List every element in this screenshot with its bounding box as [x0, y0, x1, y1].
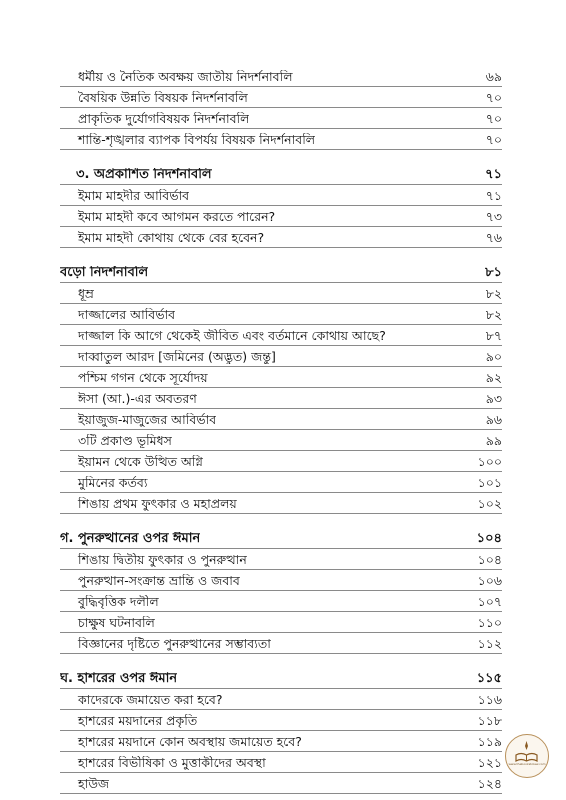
- toc-row: [60, 664, 502, 689]
- toc-title: হাশরের ময়দানের প্রকৃতি: [78, 714, 198, 728]
- toc-page-number: ৮২: [485, 307, 502, 322]
- toc-title: ইয়াজুজ-মাজুজের আবির্ভাব: [78, 413, 217, 427]
- toc-row: [60, 731, 502, 752]
- toc-title: ইমাম মাহদী কবে আগমন করতে পারেন?: [78, 210, 276, 224]
- toc-page-number: ৭০: [485, 90, 502, 105]
- toc-page-number: ৯৬: [485, 412, 502, 427]
- toc-page-number: ১২১: [477, 755, 502, 770]
- toc-row: [60, 258, 502, 283]
- toc-page-number: ৭৬: [485, 230, 502, 245]
- toc-title: ধর্মীয় ও নৈতিক অবক্ষয় জাতীয় নিদর্শনাবলি: [78, 70, 293, 84]
- toc-row: [60, 227, 502, 248]
- toc-title: ইমাম মাহদীর আবির্ভাব: [78, 189, 190, 203]
- toc-row: [60, 129, 502, 150]
- toc-title: হাশরের ময়দানে কোন অবস্থায় জমায়েত হবে?: [78, 735, 302, 749]
- book-quill-icon: [506, 735, 547, 776]
- toc-title: বড়ো নিদর্শনাবলি: [60, 266, 149, 280]
- toc-row: [60, 367, 502, 388]
- toc-row: [60, 472, 502, 493]
- toc-page-number: ৭৩: [485, 209, 502, 224]
- toc-page-number: ৭০: [485, 111, 502, 126]
- toc-page-number: ১০৬: [477, 573, 502, 588]
- toc-row: [60, 206, 502, 227]
- toc-page-number: ৯৩: [485, 391, 502, 406]
- toc-title: হাউজ: [78, 777, 110, 791]
- toc-page-number: ১১২: [477, 636, 502, 651]
- toc-page-number: ১২৪: [477, 776, 502, 791]
- toc-title: ইয়ামন থেকে উত্থিত অগ্নি: [78, 455, 203, 469]
- toc-title: শিঙায় দ্বিতীয় ফুৎকার ও পুনরুত্থান: [78, 553, 247, 567]
- toc-page-number: ১০২: [477, 496, 502, 511]
- toc-title: শান্তি-শৃঙ্খলার ব্যাপক বিপর্যয় বিষয়ক নিদর্শনাবলি: [78, 133, 316, 147]
- toc-page-number: ৭১: [485, 167, 502, 182]
- toc-row: [60, 430, 502, 451]
- toc-row: [60, 66, 502, 87]
- toc-page-number: ৮৭: [485, 328, 502, 343]
- toc-page-number: ১১৮: [477, 713, 502, 728]
- toc-title: বুদ্ধিবৃত্তিক দলীল: [78, 595, 159, 609]
- toc-row: [60, 633, 502, 654]
- toc-page-number: ৯৯: [485, 433, 502, 448]
- toc-title: পুনরুত্থান-সংক্রান্ত ভ্রান্তি ও জবাব: [78, 574, 240, 588]
- toc-title: ৩. অপ্রকাশিত নিদর্শনাবলি: [76, 168, 212, 182]
- toc-row: [60, 591, 502, 612]
- toc-title: কাদেরকে জমায়েত করা হবে?: [78, 693, 223, 707]
- toc-row: [60, 689, 502, 710]
- toc-title: ঈসা (আ.)-এর অবতরণ: [78, 392, 197, 406]
- toc-row: [60, 773, 502, 794]
- toc-row: [60, 346, 502, 367]
- table-of-contents: [60, 66, 502, 794]
- toc-title: ইমাম মাহদী কোথায় থেকে বের হবেন?: [78, 231, 265, 245]
- publisher-url: www.thebookstolaw.com: [508, 762, 546, 766]
- toc-row: [60, 388, 502, 409]
- toc-page-number: ১০৪: [477, 552, 502, 567]
- toc-title: বৈষয়িক উন্নতি বিষয়ক নিদর্শনাবলি: [78, 91, 248, 105]
- publisher-logo: [505, 734, 549, 778]
- toc-title: হাশরের বিভীষিকা ও মুত্তাকীদের অবস্থা: [78, 756, 266, 770]
- toc-row: [60, 710, 502, 731]
- toc-row: [60, 612, 502, 633]
- toc-title: ধূম্র: [78, 287, 94, 301]
- toc-row: [60, 524, 502, 549]
- toc-page-number: ১১৫: [476, 671, 502, 686]
- toc-title: প্রাকৃতিক দুর্যোগবিষয়ক নিদর্শনাবলি: [78, 112, 250, 126]
- toc-page-number: ১১০: [477, 615, 502, 630]
- toc-row: [60, 409, 502, 430]
- toc-row: [60, 549, 502, 570]
- toc-page-number: ৯০: [485, 349, 502, 364]
- toc-title: দাজ্জাল কি আগে থেকেই জীবিত এবং বর্তমানে কোথায় আছে?: [78, 329, 386, 343]
- toc-title: শিঙায় প্রথম ফুৎকার ও মহাপ্রলয়: [78, 497, 237, 511]
- toc-page-number: ১০৭: [477, 594, 502, 609]
- toc-row: [60, 570, 502, 591]
- toc-row: [60, 87, 502, 108]
- toc-row: [60, 160, 502, 185]
- toc-title: মুমিনের কর্তব্য: [78, 476, 148, 490]
- toc-page-number: ১১৬: [477, 692, 502, 707]
- toc-title: গ. পুনরুত্থানের ওপর ঈমান: [60, 532, 201, 546]
- toc-page-number: ৬৯: [485, 69, 502, 84]
- toc-page-number: ১০০: [477, 454, 502, 469]
- toc-page-number: ৯২: [485, 370, 502, 385]
- toc-page-number: ৭১: [485, 188, 502, 203]
- toc-title: ৩টি প্রকাণ্ড ভূমিধস: [78, 434, 172, 448]
- toc-title: ঘ. হাশরের ওপর ঈমান: [60, 672, 178, 686]
- toc-title: দাব্বাতুল আরদ [জমিনের (অদ্ভুত) জন্তু]: [78, 350, 276, 364]
- toc-row: [60, 185, 502, 206]
- toc-row: [60, 108, 502, 129]
- toc-page-number: ১০৪: [476, 531, 502, 546]
- toc-row: [60, 493, 502, 514]
- toc-row: [60, 451, 502, 472]
- toc-title: দাজ্জালের আবির্ভাব: [78, 308, 176, 322]
- toc-title: পশ্চিম গগন থেকে সূর্যোদয়: [78, 371, 208, 385]
- toc-page-number: ১০১: [477, 475, 502, 490]
- toc-page-number: ৭০: [485, 132, 502, 147]
- toc-row: [60, 325, 502, 346]
- toc-page-number: ১১৯: [477, 734, 502, 749]
- toc-row: [60, 752, 502, 773]
- toc-row: [60, 304, 502, 325]
- toc-title: বিজ্ঞানের দৃষ্টিতে পুনরুত্থানের সম্ভাব্যতা: [78, 637, 271, 651]
- toc-page-number: ৮১: [485, 265, 502, 280]
- toc-row: [60, 283, 502, 304]
- toc-page-number: ৮২: [485, 286, 502, 301]
- toc-title: চাক্ষুষ ঘটনাবলি: [78, 616, 155, 630]
